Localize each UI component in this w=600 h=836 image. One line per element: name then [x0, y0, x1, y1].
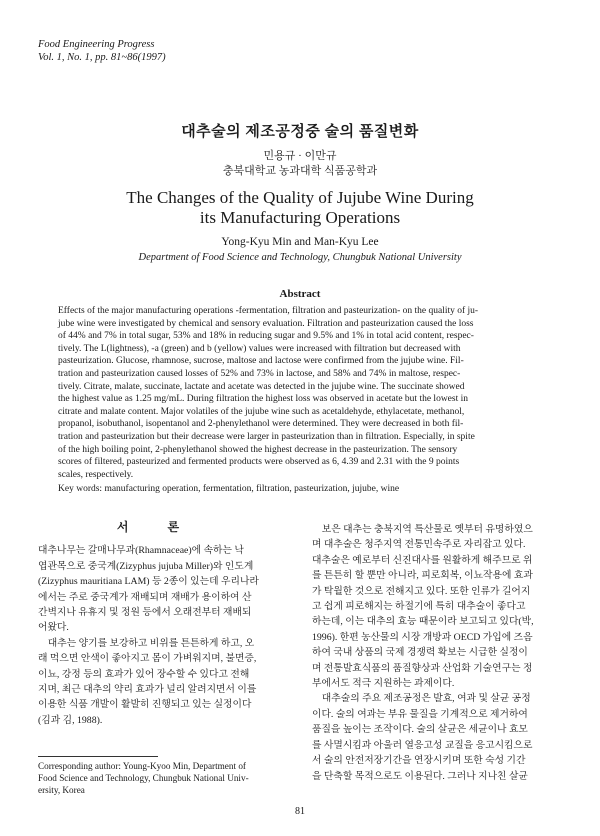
footnote-divider	[38, 756, 158, 757]
abstract-line: scales, respectively.	[58, 469, 134, 480]
english-title-line1: The Changes of the Quality of Jujube Wine During	[126, 188, 474, 207]
journal-volume: Vol. 1, No. 1, pp. 81~86(1997)	[38, 52, 166, 63]
abstract-line: tively. The L(lightness), -a (green) and b (yellow) values were increased with filtration but decreased with	[58, 343, 461, 354]
body-line: 보은 대추는 충북지역 특산물로 옛부터 유명하였으	[312, 524, 533, 535]
abstract-line: tively. Citrate, malate, succinate, lactate and acetate was detected in the jujube wine. The succinate showed	[58, 381, 465, 392]
korean-affiliation: 충북대학교 농과대학 식품공학과	[222, 165, 378, 177]
english-authors: Yong-Kyu Min and Man-Kyu Lee	[221, 236, 379, 248]
abstract-line: of the high boiling point, 2-phenylethanol showed the highest decrease in the pasteurization. The sensory	[58, 444, 458, 455]
body-line: 이뇨, 강정 등의 효과가 있어 장수할 수 있다고 전해	[38, 668, 250, 680]
korean-authors: 민용규 · 이만규	[263, 150, 337, 162]
english-title	[60, 188, 540, 228]
body-line: 엽관목으로 중국계(Zizyphus jujuba Miller)와 인도계	[38, 560, 254, 572]
abstract-line: of 44% and 7% in total sugar, 53% and 18% in reducing sugar and 9.5% and 1% in total acid content, respec-	[58, 331, 474, 342]
abstract-line: tration and pasteurization but their decrease were larger in pasteurization than in filtration. Especially, in spite	[58, 431, 475, 442]
body-line: 1996). 한편 농산물의 시장 개방과 OECD 가입에 즈음	[312, 631, 533, 643]
body-line: 품질을 높이는 조작이다. 술의 살균은 세균이나 효모	[312, 724, 528, 736]
body-line: 하여 국내 상품의 국제 경쟁력 확보는 시급한 실정이	[312, 647, 528, 659]
abstract-line: citrate and malate content. Major volatiles of the jujube wine such as acetaldehyde, ethylacetate, methanol,	[58, 406, 465, 417]
body-line: 대추술의 주요 제조공정은 발효, 여과 및 살균 공정	[312, 693, 531, 705]
footnote-line: ersity, Korea	[38, 785, 85, 795]
body-line: 대추는 양기를 보강하고 비위를 튼튼하게 하고, 오	[38, 637, 255, 649]
body-line: 대추나무는 갈매나무과(Rhamnaceae)에 속하는 낙	[38, 545, 244, 557]
abstract-heading: Abstract	[279, 288, 321, 300]
body-line: 에서는 주로 중국계가 재배되며 재배가 용이하여 산	[38, 591, 252, 603]
footnote	[38, 760, 276, 796]
footnote-line: Food Science and Technology, Chungbuk National Univ-	[38, 773, 249, 783]
body-line: 지며, 최근 대추의 약리 효과가 널리 알려지면서 이를	[38, 684, 257, 696]
body-line: 며 대추술은 청주지역 전통민속주로 자리잡고 있다.	[312, 539, 526, 551]
body-line: 며 전통발효식품의 품질향상과 산업화 기술연구는 정	[312, 662, 533, 674]
korean-title: 대추술의 제조공정중 술의 품질변화	[181, 124, 419, 140]
keywords: Key words: manufacturing operation, fermentation, filtration, pasteurization, jujube, wine	[58, 484, 400, 494]
body-line: 고 쉽게 피로해지는 하절기에 특히 대추술이 좋다고	[312, 601, 526, 613]
body-line: 부에서도 적극 지원하는 과제이다.	[312, 678, 455, 690]
page-number: 81	[295, 806, 305, 817]
left-column	[38, 520, 276, 728]
body-line: 을 단축할 목적으로도 이용된다. 그러나 지나친 살균	[312, 770, 528, 782]
body-line: 서 술의 안전저장기간을 연장시키며 또한 숙성 기간	[312, 755, 526, 767]
abstract-line: tration and pasteurization caused losses of 52% and 73% in lactose, and 58% and 74% in maltose, respec-	[58, 368, 461, 379]
english-affiliation: Department of Food Science and Technology, Chungbuk National University	[138, 252, 462, 263]
right-column	[312, 522, 550, 784]
abstract-line: scores of filtered, pasteurized and fermented products were observed as 6, 4.39 and 2.31 with the 9 points	[58, 457, 460, 468]
body-line: 를 튼튼히 할 뿐만 아니라, 피로회복, 이뇨작용에 효과	[312, 570, 533, 582]
section-heading-introduction: 서 론	[116, 520, 198, 534]
body-line: 가 탁월한 것으로 전해지고 있다. 또한 인류가 길어지	[312, 585, 531, 597]
abstract-line: the highest value as 1.25 mg/mL. During filtration the highest loss was observed in acetate but the lowest in	[58, 394, 468, 405]
body-line: (Zizyphus mauritiana LAM) 등 2종이 있는데 우리나라	[38, 576, 259, 588]
body-line: (김과 김, 1988).	[38, 714, 103, 726]
abstract-line: Effects of the major manufacturing operations -fermentation, filtration and pasteurization- on the quality of ju-	[58, 306, 479, 316]
body-line: 이용한 식품 개발이 활발히 진행되고 있는 실정이다	[38, 699, 252, 711]
footnote-line: Corresponding author: Young-Kyoo Min, Department of	[38, 761, 246, 771]
abstract-line: propanol, isobuthanol, isopentanol and 2-phenylethanol were determined. They were decreased in both fil-	[58, 419, 464, 430]
abstract-line: jube wine were investigated by chemical and sensory evaluation. Filtration and pasteurization caused the loss	[58, 318, 474, 329]
body-line: 를 사멸시킴과 아울러 열응고성 교질을 응고시킴으로	[312, 739, 533, 751]
journal-name: Food Engineering Progress	[38, 39, 155, 50]
abstract-line: pasteurization. Glucose, rhamnose, sucrose, maltose and lactose were confirmed from the jujube wine. Fil-	[58, 356, 464, 367]
body-line: 대추술은 예로부터 신진대사를 원활하게 해주므로 위	[312, 554, 533, 566]
body-line: 이다. 술의 여과는 부유 물질을 기계적으로 제거하여	[312, 708, 528, 720]
body-line: 래 먹으면 안색이 좋아지고 몸이 가벼워지며, 불면증,	[38, 653, 257, 665]
abstract-body	[58, 305, 542, 481]
body-line: 어왔다.	[38, 622, 69, 634]
body-line: 하는데, 이는 대추의 효능 때문이라 보고되고 있다(박,	[312, 616, 534, 628]
english-title-line2: its Manufacturing Operations	[199, 208, 401, 227]
body-line: 간벽지나 유휴지 및 정원 등에서 오래전부터 재배되	[38, 607, 252, 619]
journal-header	[38, 38, 166, 64]
